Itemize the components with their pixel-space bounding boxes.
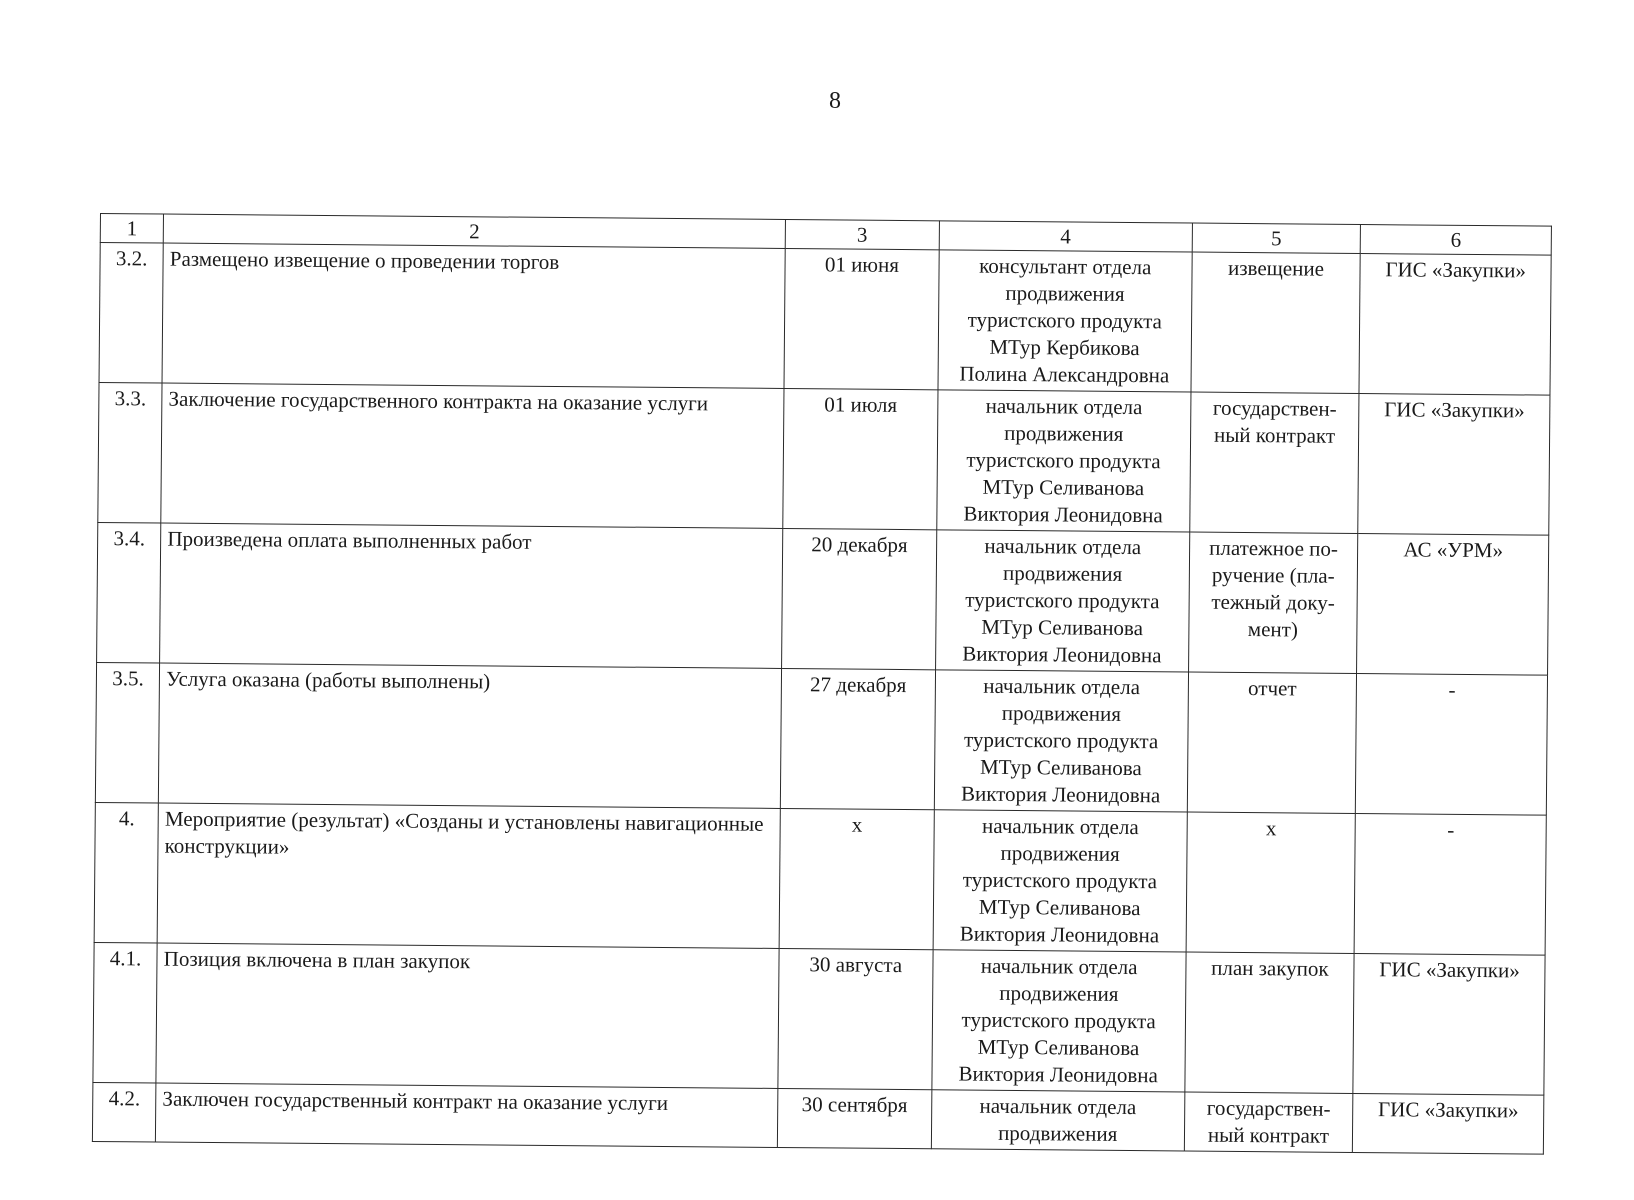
plan-table xyxy=(92,213,1552,1155)
row-date: 01 июня xyxy=(784,248,939,389)
row-document: платежное по-ручение (пла-тежный доку-мент) xyxy=(1188,532,1358,673)
row-name: Заключен государственный контракт на оказание услуги xyxy=(156,1083,778,1147)
responsible-line: начальник отдела xyxy=(979,1093,1137,1120)
header-cell: 3 xyxy=(785,219,939,249)
responsible-line: туристского продукта xyxy=(963,727,1159,754)
row-system: - xyxy=(1354,813,1546,955)
responsible-line: продвижения xyxy=(1001,700,1122,726)
row-number: 3.2. xyxy=(99,243,163,384)
table-row xyxy=(92,1082,1543,1154)
responsible-line: МТур Селиванова xyxy=(979,754,1142,781)
responsible-line: туристского продукта xyxy=(961,1007,1156,1034)
row-name: Заключение государственного контракта на оказание услуги xyxy=(161,383,784,528)
responsible-line: начальник отдела xyxy=(985,393,1143,420)
row-date: 01 июля xyxy=(783,388,938,529)
row-responsible xyxy=(933,810,1187,952)
responsible-line: Виктория Леонидовна xyxy=(960,781,1161,808)
header-cell: 4 xyxy=(939,221,1192,252)
row-date: 27 декабря xyxy=(780,668,935,809)
responsible-line: Виктория Леонидовна xyxy=(963,501,1163,528)
row-date: 20 декабря xyxy=(781,528,936,669)
row-number: 3.3. xyxy=(98,382,162,523)
row-document: государствен-ный контракт xyxy=(1184,1092,1353,1152)
row-document: x xyxy=(1186,812,1356,953)
row-name: Произведена оплата выполненных работ xyxy=(160,523,783,668)
table-row xyxy=(97,522,1549,675)
row-number: 4.1. xyxy=(93,942,157,1083)
responsible-line: МТур Кербикова xyxy=(989,334,1140,361)
row-name: Размещено извещение о проведении торгов xyxy=(162,243,785,388)
row-system: ГИС «Закупки» xyxy=(1359,254,1551,396)
row-number: 3.5. xyxy=(95,662,159,803)
table-row xyxy=(98,382,1550,535)
responsible-line: начальник отдела xyxy=(981,813,1139,840)
responsible-line: МТур Селиванова xyxy=(978,894,1141,921)
responsible-line: продвижения xyxy=(1004,420,1124,446)
responsible-line: Полина Александровна xyxy=(959,361,1170,388)
responsible-line: МТур Селиванова xyxy=(982,474,1145,501)
row-responsible xyxy=(932,950,1186,1092)
responsible-line: Виктория Леонидовна xyxy=(962,641,1162,668)
row-document: план закупок xyxy=(1185,952,1355,1093)
row-system: ГИС «Закупки» xyxy=(1353,953,1545,1095)
table-row xyxy=(94,802,1546,955)
row-number: 3.4. xyxy=(97,522,161,663)
responsible-line: начальник отдела xyxy=(980,953,1138,980)
responsible-line: туристского продукта xyxy=(965,587,1160,614)
responsible-line: продвижения xyxy=(998,1120,1118,1146)
responsible-line: консультант отдела xyxy=(979,253,1152,280)
row-responsible xyxy=(938,250,1192,392)
row-date: 30 августа xyxy=(778,948,933,1089)
responsible-line: туристского продукта xyxy=(967,307,1163,334)
responsible-line: продвижения xyxy=(1002,560,1123,586)
header-cell: 2 xyxy=(163,214,785,248)
row-document: государствен-ный контракт xyxy=(1189,392,1359,533)
responsible-line: продвижения xyxy=(999,980,1119,1006)
responsible-line: Виктория Леонидовна xyxy=(959,921,1160,948)
row-responsible xyxy=(935,530,1189,672)
row-date: 30 сентября xyxy=(777,1088,931,1148)
header-cell: 6 xyxy=(1360,225,1551,256)
responsible-line: МТур Селиванова xyxy=(981,614,1144,641)
header-cell: 5 xyxy=(1192,223,1361,253)
row-name: Услуга оказана (работы выполнены) xyxy=(159,663,782,808)
row-responsible xyxy=(934,670,1188,812)
row-document: извещение xyxy=(1191,252,1361,393)
responsible-line: продвижения xyxy=(1005,280,1125,306)
row-document: отчет xyxy=(1187,672,1357,813)
row-date: x xyxy=(779,808,934,949)
responsible-line: туристского продукта xyxy=(962,867,1158,894)
responsible-line: Виктория Леонидовна xyxy=(958,1061,1158,1088)
table-row xyxy=(93,942,1545,1095)
row-number: 4.2. xyxy=(92,1082,156,1142)
row-responsible xyxy=(931,1090,1184,1151)
row-system: ГИС «Закупки» xyxy=(1353,1093,1544,1154)
row-system: ГИС «Закупки» xyxy=(1358,393,1550,535)
row-system: - xyxy=(1356,673,1548,815)
row-responsible xyxy=(937,390,1191,532)
row-number: 4. xyxy=(94,802,158,943)
table-row xyxy=(99,243,1551,396)
row-system: АС «УРМ» xyxy=(1357,533,1549,675)
responsible-line: начальник отдела xyxy=(984,533,1142,560)
responsible-line: начальник отдела xyxy=(983,673,1141,700)
table-row xyxy=(95,662,1547,815)
row-name: Мероприятие (результат) «Созданы и установлены навигационные конструкции» xyxy=(157,803,780,948)
responsible-line: МТур Селиванова xyxy=(977,1034,1140,1061)
header-cell: 1 xyxy=(100,214,163,244)
page-number: 8 xyxy=(829,88,841,114)
responsible-line: продвижения xyxy=(1000,840,1120,866)
responsible-line: туристского продукта xyxy=(966,447,1161,474)
row-name: Позиция включена в план закупок xyxy=(156,943,779,1088)
